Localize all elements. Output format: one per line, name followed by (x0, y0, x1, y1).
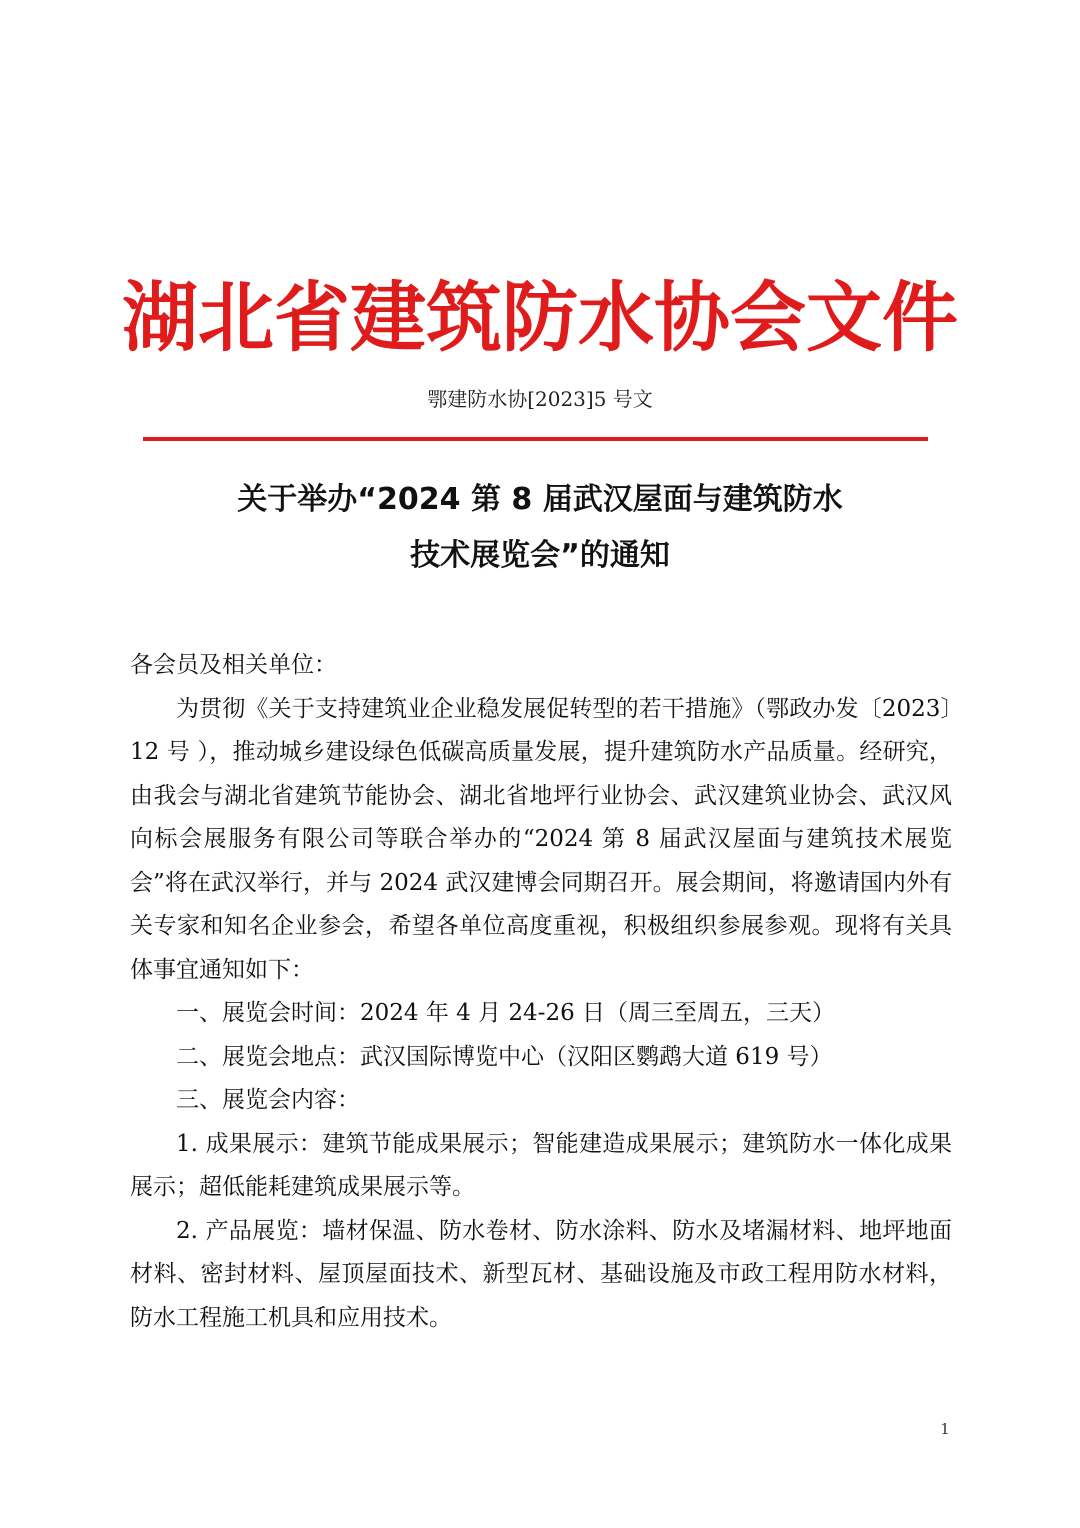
notice-title-line-1: 关于举办“2024 第 8 届武汉屋面与建筑防水 (237, 482, 843, 517)
exhibition-time: 一、展览会时间：2024 年 4 月 24-26 日（周三至周五，三天） (176, 1000, 836, 1026)
body-paragraph-1: 为贯彻《关于支持建筑业企业稳发展促转型的若干措施》（鄂政办发〔2023〕12 号 ），推动城乡建设绿色低碳高质量发展，提升建筑防水产品质量。经研究，由我会与湖北省建筑节能协会、湖北省地坪行业协会、武汉建筑业协会、武汉风向标会展服务有限公司等联合举办的“2024 第 8 届武汉屋面与建筑技术展览会”将在武汉举行，并与 2024 武汉建博会同期召开。展会期间，将邀请国内外有关专家和知名企业参会，希望各单位高度重视，积极组织参展参观。现将有关具体事宜通知如下： (130, 695, 952, 983)
page-number: 1 (940, 1420, 950, 1438)
document-number: 鄂建防水协[2023]5 号文 (427, 387, 653, 411)
content-item-products: 2. 产品展览：墙材保温、防水卷材、防水涂料、防水及堵漏材料、地坪地面材料、密封材料、屋顶屋面技术、新型瓦材、基础设施及市政工程用防水材料，防水工程施工机具和应用技术。 (130, 1217, 952, 1331)
content-item-achievements: 1. 成果展示：建筑节能成果展示；智能建造成果展示；建筑防水一体化成果展示；超低能耗建筑成果展示等。 (130, 1130, 952, 1200)
exhibition-venue: 二、展览会地点：武汉国际博览中心（汉阳区鹦鹉大道 619 号） (176, 1043, 833, 1070)
salutation: 各会员及相关单位： (130, 652, 337, 678)
notice-title-line-2: 技术展览会”的通知 (410, 538, 670, 573)
document-body (130, 644, 952, 1340)
header-red-rule (143, 437, 928, 441)
exhibition-content-heading: 三、展览会内容： (176, 1087, 360, 1113)
document-header-title: 湖北省建筑防水协会文件 (122, 273, 958, 362)
